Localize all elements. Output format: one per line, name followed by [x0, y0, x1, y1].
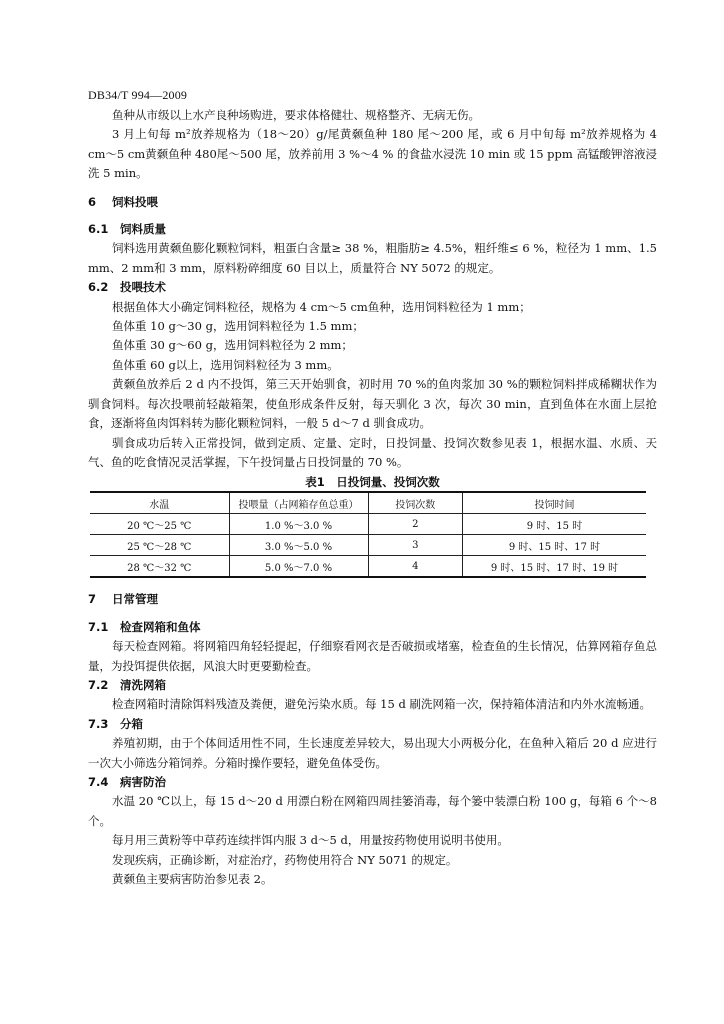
- table-cell: 1.0 %～3.0 %: [229, 514, 368, 535]
- paragraph: 3 月上旬每 m²放养规格为（18～20）g/尾黄颡鱼种 180 尾～200 尾，或 6 月中旬每 m²放养规格为 4 cm～5 cm黄颡鱼种 480尾～500 尾，放养前用 3 %～4 % 的食盐水浸洗 10 min 或 15 ppm 高锰酸钾溶液浸洗 5 min。: [88, 127, 657, 181]
- table-cell: 28 ℃～32 ℃: [90, 556, 229, 578]
- table-cell: 20 ℃～25 ℃: [90, 514, 229, 535]
- table-header-cell: 投饲时间: [463, 492, 646, 514]
- paragraph: 检查网箱时清除饵料残渣及粪便，避免污染水质。每 15 d 刷洗网箱一次，保持箱体清洁和内外水流畅通。: [112, 697, 651, 712]
- paragraph: 每天检查网箱。将网箱四角轻轻提起，仔细察看网衣是否破损或堵塞，检查鱼的生长情况，估算网箱存鱼总量，为投饵提供依据，风浪大时更要勤检查。: [88, 639, 657, 673]
- section-heading-6: 6 饲料投喂: [88, 194, 159, 209]
- paragraph: 每月用三黄粉等中草药连续拌饵内服 3 d～5 d，用量按药物使用说明书使用。: [112, 833, 509, 848]
- table-header-cell: 水温: [90, 492, 229, 514]
- section-heading-7: 7 日常管理: [88, 592, 159, 607]
- table-cell: 3: [368, 535, 463, 556]
- table-cell: 9 时、15 时、17 时: [463, 535, 646, 556]
- paragraph: 黄颡鱼主要病害防治参见表 2。: [112, 872, 273, 886]
- table-header-cell: 投饲次数: [368, 492, 463, 514]
- table-header-cell: 投喂量（占网箱存鱼总重）: [229, 492, 368, 514]
- paragraph: 根据鱼体大小确定饲料粒径，规格为 4 cm～5 cm鱼种，选用饲料粒径为 1 mm；: [112, 299, 531, 314]
- paragraph: 驯食成功后转入正常投饲，做到定质、定量、定时，日投饲量、投饲次数参见表 1，根据水温、水质、天气、鱼的吃食情况灵活掌握，下午投饲量占日投饲量的 70 %。: [88, 435, 657, 469]
- subsection-heading-7-1: 7.1 检查网箱和鱼体: [88, 619, 201, 634]
- paragraph: 黄颡鱼放养后 2 d 内不投饵，第三天开始驯食，初时用 70 %的鱼肉浆加 30 %的颗粒饲料拌成稀糊状作为驯食饲料。每次投喂前轻敲箱架，使鱼形成条件反射，每天驯化 3 次，每次 30 min，直到鱼体在水面上层抢食，逐渐将鱼肉饵料转为膨化颗粒饲料，一般 5 d～7 d 驯食成功。: [88, 377, 657, 431]
- table-cell: 5.0 %～7.0 %: [229, 556, 368, 578]
- subsection-heading-7-3: 7.3 分箱: [88, 716, 144, 731]
- subsection-heading-7-2: 7.2 清洗网箱: [88, 677, 167, 692]
- paragraph: 饲料选用黄颡鱼膨化颗粒饲料，粗蛋白含量≥ 38 %，粗脂肪≥ 4.5%，粗纤维≤ 6 %，粒径为 1 mm、1.5 mm、2 mm和 3 mm，原料粉碎细度 60 目以上，质量符合 NY 5072 的规定。: [88, 241, 657, 275]
- table-cell: 9 时、15 时: [463, 514, 646, 535]
- page-content: [88, 106, 657, 889]
- paragraph: 水温 20 ℃以上，每 15 d～20 d 用漂白粉在网箱四周挂篓消毒，每个篓中装漂白粉 100 g，每箱 6 个～8 个。: [88, 794, 657, 828]
- table-cell: 4: [368, 556, 463, 578]
- table-header-row: [90, 492, 646, 514]
- table-row: [90, 535, 646, 556]
- paragraph: 养殖初期，由于个体间适用性不同，生长速度差异较大，易出现大小两极分化，在鱼种入箱后 20 d 应进行一次大小筛选分箱饲养。分箱时操作要轻，避免鱼体受伤。: [88, 736, 657, 770]
- paragraph: 鱼体重 10 g～30 g，选用饲料粒径为 1.5 mm；: [112, 319, 364, 334]
- table-cell: 9 时、15 时、17 时、19 时: [463, 556, 646, 578]
- subsection-heading-7-4: 7.4 病害防治: [88, 774, 167, 789]
- paragraph: 鱼体重 60 g以上，选用饲料粒径为 3 mm。: [112, 357, 339, 372]
- table-cell: 25 ℃～28 ℃: [90, 535, 229, 556]
- paragraph: 发现疾病，正确诊断，对症治疗，药物使用符合 NY 5071 的规定。: [112, 852, 458, 867]
- table-cell: 2: [368, 514, 463, 535]
- paragraph: 鱼种从市级以上水产良种场购进，要求体格健壮、规格整齐、无病无伤。: [112, 108, 480, 122]
- table-cell: 3.0 %～5.0 %: [229, 535, 368, 556]
- table-row: [90, 556, 646, 578]
- standard-code: DB34/T 994—2009: [88, 88, 188, 102]
- table-title: 表1 日投饲量、投饲次数: [305, 475, 440, 490]
- subsection-heading-6-1: 6.1 饲料质量: [88, 222, 167, 237]
- subsection-heading-6-2: 6.2 投喂技术: [88, 280, 167, 295]
- paragraph: 鱼体重 30 g～60 g，选用饲料粒径为 2 mm；: [112, 338, 353, 353]
- table-row: [90, 514, 646, 535]
- feeding-table: [90, 491, 646, 578]
